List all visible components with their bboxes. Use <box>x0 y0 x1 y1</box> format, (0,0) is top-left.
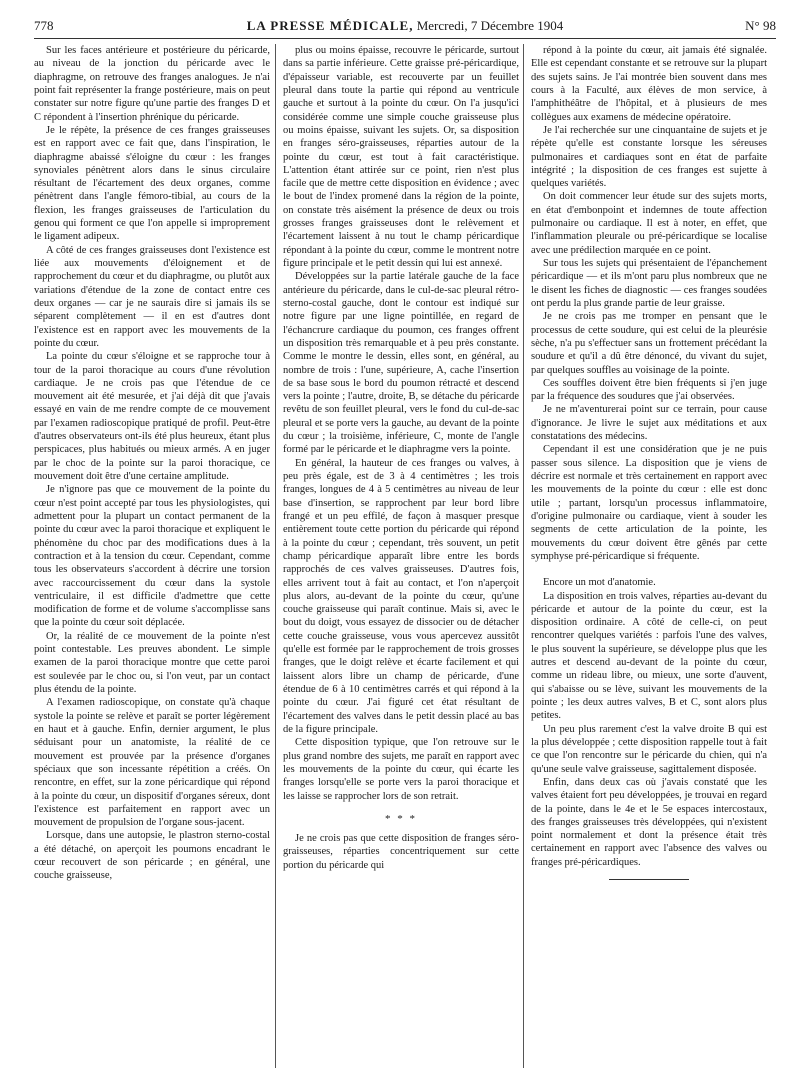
paragraph: Développées sur la partie latérale gauche de la face antérieure du péricarde, dans le cul-de-sac pleural rétro-sterno-costal gauche, dont le contour est indiqué sur notre figure par une ligne pointillée, en regard de l'échancrure cardiaque du poumon, ces franges offrent un disposition très remarquable et à peu près constante. Comme le montre le dessin, elles sont, en général, au nombre de trois : l'une, supérieure, A, cache l'insertion de sa base sous le bord du poumon rétracté et descend vers la pointe ; l'autre, droite, B, se détache du péricarde revêtu de son feuillet pleural, vers le fond du cul-de-sac pleural et se porte vers la gauche, au devant de la pointe du cœur ; la troisième, inférieure, C, monte de l'angle formé par le péricarde et le diaphragme vers la pointe. <box>283 271 520 456</box>
paragraph: La disposition en trois valves, réparties au-devant du péricarde et autour de la pointe du cœur, est la disposition ordinaire. A côté de celle-ci, on peut rencontrer quelques variétés : parfois l'une des valves, le plus souvent la supérieure, se développe plus que les autres et descend au-devant de la pointe du cœur, comme un rideau libre, ou mieux, une sorte d'auvent, qui s'abaisse ou se lève, suivant les mouvements de la pointe ; les deux autres valves, B et C, sont alors plus petites. <box>531 590 767 722</box>
paragraph: répond à la pointe du cœur, ait jamais été signalée. Elle est cependant constante et se retrouve sur la plupart des sujets sains. Je l'ai montrée bien souvent dans mes cours à la Faculté, aux élèves de mon service, à l'amphithéâtre de l'hôpital, et à plusieurs de mes collègues aux examens de médecine opératoire. <box>531 45 767 123</box>
page-header <box>34 14 776 40</box>
column-divider <box>523 44 524 1068</box>
paragraph: Sur tous les sujets qui présentaient de l'épanchement péricardique — et ils m'ont paru plus nombreux que ne le disent les fiches de diagnostic — ces franges soudées ont perdu la plus grande partie de leur graisse. <box>531 258 767 309</box>
paragraph: Cette disposition typique, que l'on retrouve sur le plus grand nombre des sujets, me paraît en rapport avec les mouvements de la pointe du cœur, qui écarte les franges lorsqu'elle se porte vers la paroi thoracique et les laisse se rapprocher lors de son retrait. <box>283 737 519 802</box>
paragraph: Je ne m'aventurerai point sur ce terrain, pour cause d'ignorance. Je livre le sujet aux méditations et aux constatations des médecins. <box>531 404 767 443</box>
paragraph: On doit commencer leur étude sur des sujets morts, en état d'embonpoint et indemnes de toute affection pulmonaire ou cardiaque. Il est à noter, en effet, que l'inflammation pleurale ou pré-péricardique se localise avec une prédilection marquée en ce point. <box>531 191 767 256</box>
paragraph: Un peu plus rarement c'est la valve droite B qui est la plus développée ; cette disposition rappelle tout à fait ce que l'on rencontre sur le péricarde du chien, qui n'a qu'une seule valve graisseuse, sagittalement disposée. <box>531 723 767 775</box>
paragraph: Je le répète, la présence de ces franges graisseuses est en rapport avec ce fait que, dans l'inspiration, le diaphragme abaissé s'éloigne du cœur : les franges synoviales pénètrent alors dans le sinus circulaire résultant de l'écartement des deux organes, comme pénètrent dans l'angle fémoro-tibial, au cours de la flexion, les franges graisseuses de l'articulation du genou qui forment ce que l'on appelle si improprement le ligament adipeux. <box>34 124 270 243</box>
issue-number: N° 98 <box>745 18 776 33</box>
paragraph: Or, la réalité de ce mouvement de la pointe n'est point contestable. Les preuves abondent. Le simple examen de la paroi thoracique montre que cette paroi est soulevée par le choc ou, si l'on veut, par un contact plus étendu de la pointe. <box>34 630 270 695</box>
text-column-1 <box>34 44 270 883</box>
paragraph: Ces souffles doivent être bien fréquents si j'en juge par la fréquence des soudures que j'ai observées. <box>531 377 767 403</box>
column-divider <box>275 44 276 1068</box>
issue-date: Mercredi, 7 Décembre 1904 <box>416 18 564 33</box>
paragraph: A côté de ces franges graisseuses dont l'existence est liée aux mouvements d'éloignement et de rapprochement du cœur et du diaphragme, ou plutôt aux variations d'étendue de la zone de contact entre ces deux organes — car je ne saurais dire si jamais ils se séparent complètement — il en est d'autres dont l'existence est en rapport avec les mouvements de la pointe du cœur. <box>34 244 270 349</box>
paragraph: Cependant il est une considération que je ne puis passer sous silence. La disposition que je viens de décrire est normale et très certainement en rapport avec les mouvements de la pointe du cœur : elle est donc utile ; partant, lorsqu'un processus inflammatoire, d'origine pulmonaire ou cardiaque, vient à souder les segments de cette articulation de la pointe, les mouvements du cœur doivent être gênés par cette symphyse pré-péricardique si fréquente. <box>531 444 767 562</box>
paragraph: Encore un mot d'anatomie. <box>543 577 656 589</box>
section-break-asterisks: * * * <box>385 812 417 825</box>
paragraph: Je n'ignore pas que ce mouvement de la pointe du cœur n'est point accepté par tous les physiologistes, qui admettent pour la plupart un contact permanent de la pointe du cœur avec la paroi thoracique et expliquent le phénomène du choc par des modifications dues à la contraction et à la tension du cœur. Cependant, comme tous les observateurs s'accordent à décrire une torsion avec raccourcissement du cœur dans la systole ventriculaire, il est difficile d'admettre que cette modification de forme et de volume s'accomplisse sans que la pointe du cœur soit déplacée. <box>34 484 270 629</box>
paragraph: plus ou moins épaisse, recouvre le péricarde, surtout dans sa partie inférieure. Cette graisse pré-péricardique, d'épaisseur variable, est recouverte par un feuillet pleural dans toute la partie qui répond au ventricule gauche et surtout à la pointe du cœur. On l'a jusqu'ici considérée comme une simple couche graisseuse plus ou moins épaisse, suivant les sujets. Or, sa disposition en franges séro-graisseuses, réparties autour de la pointe du cœur, est tout à fait caractéristique. L'attention étant attirée sur ce point, rien n'est plus facile que de mettre cette disposition en évidence ; avec le bout de l'index promené dans la région de la pointe, on constate très aisément la présence de deux ou trois grosses franges graisseuses dont le relèvement et l'écartement laissent à nu tout le champ péricardique répondant à la pointe du cœur, comme le montrent notre figure principale et le petit dessin qui lui est annexé. <box>283 45 519 269</box>
text-column-2 <box>283 44 519 872</box>
text-column-3 <box>531 44 767 880</box>
paragraph: La pointe du cœur s'éloigne et se rapproche tour à tour de la paroi thoracique au cours d'une révolution cardiaque. Je ne crois pas que l'étendue de ce mouvement ait été mesurée, et j'ai déjà dit que j'avais essayé en vain de me rendre compte de ce mouvement par l'examen radioscopique pratiqué de profil. Peut-être d'autres observateurs ont-ils été plus heureux, étant plus perspicaces, plus habitués ou mieux armés. A en juger par le choc de la pointe sur la paroi thoracique, ce mouvement doit être d'une certaine amplitude. <box>34 351 270 482</box>
paragraph: A l'examen radioscopique, on constate qu'à chaque systole la pointe se relève et paraît se porter légèrement en haut et à gauche. Enfin, dernier argument, le plus séduisant pour un anatomiste, la réalité de ce mouvement est prouvée par la présence d'organes spéciaux que son incessante répétition a créés. On rencontre, en effet, sur la zone péricardique qui répond à la pointe du cœur, un dispositif d'organes séreux, dont l'existence est parfaitement en rapport avec un mouvement de propulsion de l'organe sous-jacent. <box>34 697 270 829</box>
header-rule <box>34 38 776 39</box>
journal-title: LA PRESSE MÉDICALE, <box>246 18 414 33</box>
paragraph: En général, la hauteur de ces franges ou valves, à peu près égale, est de 3 à 4 centimètres ; les trois franges, longues de 4 à 5 centimètres au niveau de leur base d'insertion, se rapprochent par leur bord libre frangé et un peu effilé, de façon à masquer presque entièrement toute cette portion du péricarde qui répond à la pointe du cœur ; cependant, très souvent, un petit champ péricardique apparaît libre entre les bords rapprochés de ces valves graisseuses. D'autres fois, elles arrivent tout à fait au contact, et l'on n'aperçoit plus alors, au-devant de la pointe du cœur, qu'une couche graisseuse qui paraît continue. Mais si, avec le bout du doigt, vous essayez de dissocier ou de détacher cette couche graisseuse, vous vous apercevez aussitôt qu'elle est formée par le rapprochement de trois grosses franges, que le doigt relève et écarte facilement et qui laissent alors libre un champ de péricarde, d'une étendue de 6 à 10 centimètres carrés et qui répond à la pointe du cœur. J'ai figuré cet état résultant de l'écartement des valves dans le petit dessin placé au bas de la figure principale. <box>283 457 519 735</box>
paragraph: Enfin, dans deux cas où j'avais constaté que les valves étaient fort peu développées, je trouvai en regard de la pointe, dans le 4e et le 5e espaces intercostaux, des franges graisseuses très développées, qui n'existent point normalement et dont la présence était très certainement en rapport avec l'absence des valves ou franges pré-péricardiques. <box>531 776 767 868</box>
paragraph: Je ne crois pas que cette disposition de franges séro-graisseuses, réparties concentriquement sur cette portion du péricarde qui <box>283 833 519 871</box>
running-head <box>34 18 776 34</box>
paragraph: Je l'ai recherchée sur une cinquantaine de sujets et je répète qu'elle est constante lorsque les séreuses pulmonaires et cardiaques sont en état de parfaite intégrité ; la disposition de ces franges est sujette à quelques variétés. <box>531 124 767 190</box>
page-number: 778 <box>34 18 54 33</box>
paragraph: Lorsque, dans une autopsie, le plastron sterno-costal a été détaché, on aperçoit les poumons encadrant le cœur recouvert de son péricarde ; en général, une couche graisseuse, <box>34 830 270 882</box>
paragraph: Je ne crois pas me tromper en pensant que le processus de cette soudure, qui est celui de la pleurésie sèche, n'a pu s'effectuer sans un frottement précédant la soudure et qu'il a dû être dénoncé, du vivant du sujet, par quelques souffles au voisinage de la pointe. <box>531 311 767 376</box>
end-rule <box>609 879 689 880</box>
paragraph: Sur les faces antérieure et postérieure du péricarde, au niveau de la jonction du péricarde avec le diaphragme, on retrouve des franges analogues. Je n'ai point fait représenter la frange postérieure, mais on peut constater sur notre figure qu'une partie des franges D et C répondent à l'insertion phrénique du péricarde. <box>34 45 270 123</box>
